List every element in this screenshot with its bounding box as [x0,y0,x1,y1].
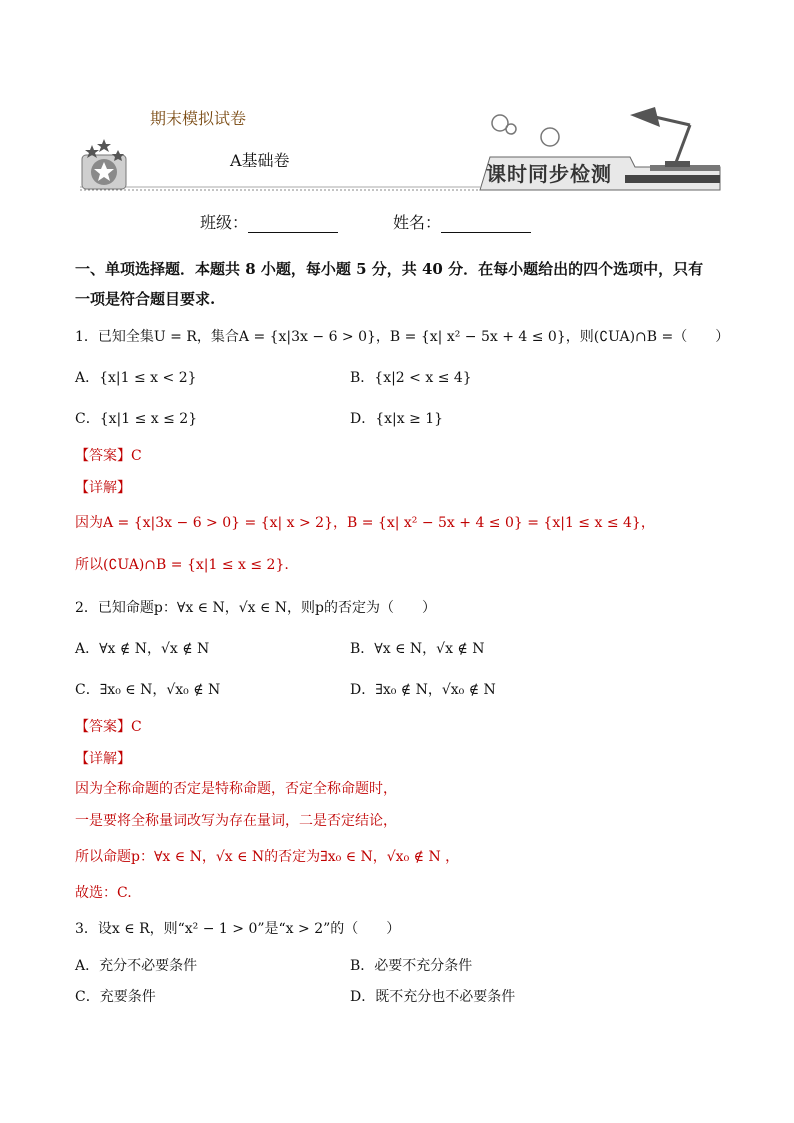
name-label: 姓名： [393,213,442,232]
q3-option-d: D．既不充分也不必要条件 [350,989,516,1005]
section-heading-line2: 一项是符合题目要求. [75,290,216,308]
q1-detail-2: 所以(∁UA)∩B = {x|1 ≤ x ≤ 2}. [75,557,289,573]
class-field [200,210,338,233]
q1-detail-1: 因为A = {x|3x − 6 > 0} = {x| x > 2}，B = {x| x² − 5x + 4 ≤ 0} = {x|1 ≤ x ≤ 4}， [75,515,655,531]
desk-lamp-icon [630,107,690,167]
q2-detail-1: 因为全称命题的否定是特称命题，否定全称命题时， [75,781,397,797]
name-blank [441,218,531,233]
q1-option-b: B．{x|2 < x ≤ 4} [350,370,472,386]
banner-title: 课时同步检测 [486,162,612,186]
q2-detail-3: 所以命题p：∀x ∈ N，√x ∈ N的否定为∃x₀ ∈ N，√x₀ ∉ N ， [75,849,460,865]
q3-option-a: A．充分不必要条件 [75,958,198,974]
star-medal-icon [82,139,126,189]
q3-option-b: B．必要不充分条件 [350,958,473,974]
q2-detail-label: 【详解】 [75,751,131,767]
q1-option-d: D．{x|x ≥ 1} [350,411,444,427]
q2-answer: 【答案】C [75,719,142,735]
q2-detail-2: 一是要将全称量词改写为存在量词，二是否定结论， [75,813,397,829]
name-field [393,210,531,233]
q1-detail-label: 【详解】 [75,480,131,496]
q2-detail-4: 故选：C. [75,885,132,901]
q2-option-c: C．∃x₀ ∈ N，√x₀ ∉ N [75,682,221,698]
q1-option-a: A．{x|1 ≤ x < 2} [75,370,197,386]
q2-option-b: B．∀x ∈ N，√x ∉ N [350,641,485,657]
exam-title: 期末模拟试卷 [150,109,247,128]
volume-label: A基础卷 [230,151,290,170]
q1-answer: 【答案】C [75,448,142,464]
class-blank [248,218,338,233]
section-heading-line1: 一、单项选择题．本题共 8 小题，每小题 5 分，共 40 分．在每小题给出的四个选项中，只有 [75,260,704,278]
q3-option-c: C．充要条件 [75,989,156,1005]
q3-stem: 3．设x ∈ R，则“x² − 1 > 0”是“x > 2”的（ ） [75,921,401,937]
q1-stem: 1．已知全集U = R，集合A = {x|3x − 6 > 0}，B = {x| x² − 5x + 4 ≤ 0}，则(∁UA)∩B =（ ） [75,329,730,345]
q2-option-d: D．∃x₀ ∉ N，√x₀ ∉ N [350,682,496,698]
q2-stem: 2．已知命题p：∀x ∈ N，√x ∈ N，则p的否定为（ ） [75,600,437,616]
q2-option-a: A．∀x ∉ N，√x ∉ N [75,641,210,657]
class-label: 班级： [200,213,249,232]
q1-option-c: C．{x|1 ≤ x ≤ 2} [75,411,198,427]
